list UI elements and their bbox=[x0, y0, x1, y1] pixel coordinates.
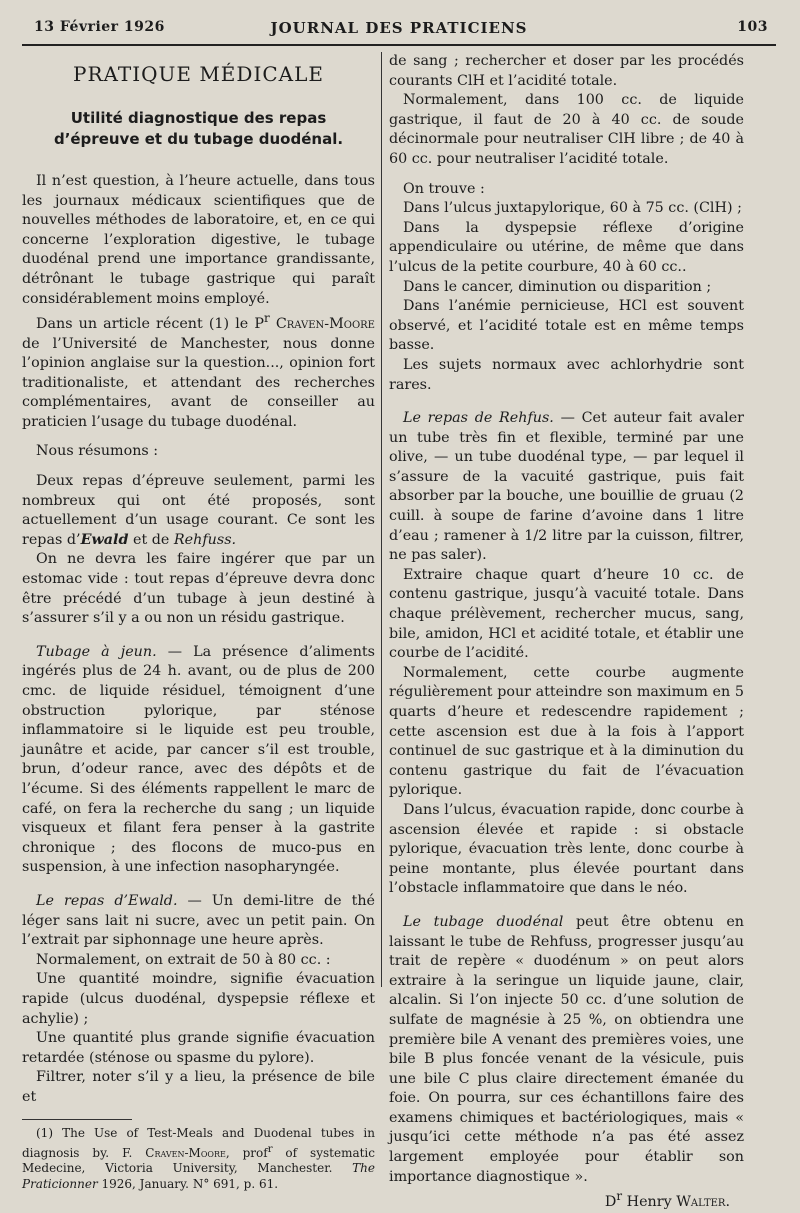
paragraph: Le repas d’Ewald. — Un demi-litre de thé léger sans lait ni sucre, avec un petit pain. On l’extrait par siphonnage une heure après. bbox=[22, 892, 376, 949]
footnote-rule bbox=[22, 1119, 132, 1120]
paragraph: Dans l’ulcus, évacuation rapide, donc courbe à ascension élevée et rapide : si obstacle pylorique, évacuation très lente, donc courbe à peine montante, plus élevée pourtant dans l’obstacle inflammatoire que dans le néo. bbox=[389, 801, 744, 897]
footnote: (1) The Use of Test-Meals and Duodenal tubes in diagnosis by. F. Craven-Moore, prof$^r$ of systematic Medecine, Victoria University, Manchester. The Praticionner 1926, January. N° 691, p. 61. bbox=[22, 1126, 375, 1191]
left-column bbox=[22, 52, 375, 1192]
header-page-number: 103 bbox=[737, 19, 768, 35]
paragraph: Dans le cancer, diminution ou disparition ; bbox=[403, 278, 712, 295]
paragraph: Les sujets normaux avec achlorhydrie sont rares. bbox=[389, 356, 744, 393]
paragraph: Dans un article récent (1) le $P^r$ Craven-Moore de l’Université de Manchester, nous donne l’opinion anglaise sur la question..., opinion fort traditionaliste, et attendant des recherches complémentaires, avant de conseiller au praticien l’usage du tubage duodénal. bbox=[22, 311, 375, 430]
paragraph: On trouve : bbox=[403, 180, 485, 197]
paragraph: On ne devra les faire ingérer que par un estomac vide : tout repas d’épreuve devra donc être précédé d’un tubage à jeun destiné à s’assurer s’il y a ou non un résidu gastrique. bbox=[22, 551, 375, 627]
paragraph: Une quantité plus grande signifie évacuation retardée (sténose ou spasme du pylore). bbox=[22, 1030, 375, 1066]
author-signature: $D^r$ Henry Walter. bbox=[604, 1189, 730, 1211]
paragraph: Normalement, dans 100 cc. de liquide gastrique, il faut de 20 à 40 cc. de soude décinormale pour neutraliser ClH libre ; de 40 à 60 cc. pour neutraliser l’acidité totale. bbox=[389, 92, 744, 167]
paragraph: Le tubage duodénal peut être obtenu en laissant le tube de Rehfuss, progresser jusqu’au trait de repère « duodénum » on peut alors extraire à la seringue un liquide jaune, clair, alcalin. Si l’on injecte 50 cc. d’une solution de sulfate de magnésie à 25 %, on obtiendra une première bile A venant des premières voies, une bile B plus foncée venant de la vésicule, puis une bile C plus claire directement émanée du foie. On pourra, sur ces échantillons faire des examens chimiques et bactériologiques, mais « jusqu’ici cette méthode n’a pas été assez largement employée pour établir son importance diagnostique ». bbox=[389, 913, 745, 1185]
paragraph: Tubage à jeun. — La présence d’aliments ingérés plus de 24 h. avant, ou de plus de 200 cmc. de liquide résiduel, témoignent d’une obstruction pylorique, par sténose inflammatoire si le liquide est peu trouble, jaunâtre et acide, par cancer s’il est trouble, brun, d’odeur rance, avec des dépôts et de l’écume. Si des éléments rappellent le marc de café, on fera la recherche du sang ; un liquide visqueux et filant fera penser à la gastrite chronique ; des flocons de muco-pus en suspension, à une infection nasopharyngée. bbox=[22, 643, 375, 876]
paragraph: Une quantité moindre, signifie évacuation rapide (ulcus duodénal, dyspepsie réflexe et achylie) ; bbox=[22, 971, 375, 1027]
paragraph: Filtrer, noter s’il y a lieu, la présence de bile et bbox=[22, 1069, 375, 1105]
header-journal-title: JOURNAL DES PRATICIENS bbox=[270, 19, 528, 37]
paragraph: Dans l’ulcus juxtapylorique, 60 à 75 cc. (ClH) ; bbox=[403, 200, 742, 217]
author-name: Craven-Moore bbox=[275, 315, 375, 332]
subheading: Le repas d’Ewald. bbox=[36, 892, 178, 909]
right-column bbox=[389, 52, 744, 1213]
paragraph: Normalement, cette courbe augmente régulièrement pour atteindre son maximum en 5 quarts d’heure et redescendre rapidement ; cette ascension est due à la fois à l’apport continuel de suc gastrique et à la diminution du contenu gastrique du fait de l’évacuation pylorique. bbox=[389, 664, 744, 799]
paragraph: Dans l’anémie pernicieuse, HCl est souvent observé, et l’acidité totale est en même temps basse. bbox=[389, 298, 744, 354]
paragraph: de sang ; rechercher et doser par les procédés courants ClH et l’acidité totale. bbox=[389, 53, 744, 89]
article-title: Utilité diagnostique des repas d’épreuve et du tubage duodénal. bbox=[53, 109, 344, 148]
paragraph: Dans la dyspepsie réflexe d’origine appendiculaire ou utérine, de même que dans l’ulcus de la petite courbure, 40 à 60 cc.. bbox=[389, 219, 744, 275]
section-title: PRATIQUE MÉDICALE bbox=[73, 62, 324, 86]
subheading: Le repas de Rehfus. bbox=[403, 410, 554, 427]
paragraph: Le repas de Rehfus. — Cet auteur fait avaler un tube très fin et flexible, terminé par une olive, — un tube duodénal type, — par lequel il s’assure de la vacuité gastrique, puis fait absorber par la bouche, une bouillie de gruau (2 cuill. à soupe de farine d’avoine dans 1 litre d’eau ; ramener à 1/2 litre par la cuisson, filtrer, ne pas saler). bbox=[389, 410, 744, 564]
paragraph: Deux repas d’épreuve seulement, parmi les nombreux qui ont été proposés, sont actuellement d’un usage courant. Ce sont les repas d’Ewald et de Rehfuss. bbox=[22, 473, 375, 548]
paragraph: Normalement, on extrait de 50 à 80 cc. : bbox=[36, 951, 331, 968]
paragraph: Nous résumons : bbox=[36, 443, 159, 460]
header-date: 13 Février 1926 bbox=[34, 19, 165, 35]
column-divider bbox=[381, 52, 382, 987]
paragraph: Il n’est question, à l’heure actuelle, dans tous les journaux médicaux scientifiques que de nouvelles méthodes de laboratoire, et, en ce qui concerne l’exploration digestive, le tubage duodénal prend une importance grandissante, détrônant le tubage gastrique qui paraît considérablement moins employé. bbox=[22, 173, 375, 307]
paragraph: Extraire chaque quart d’heure 10 cc. de contenu gastrique, jusqu’à vacuité totale. Dans chaque prélèvement, rechercher mucus, sang, bile, amidon, HCl et acidité totale, et établir une courbe de l’acidité. bbox=[389, 566, 744, 662]
running-header bbox=[22, 14, 776, 46]
subheading: Le tubage duodénal bbox=[403, 913, 564, 930]
subheading: Tubage à jeun. bbox=[36, 643, 157, 660]
